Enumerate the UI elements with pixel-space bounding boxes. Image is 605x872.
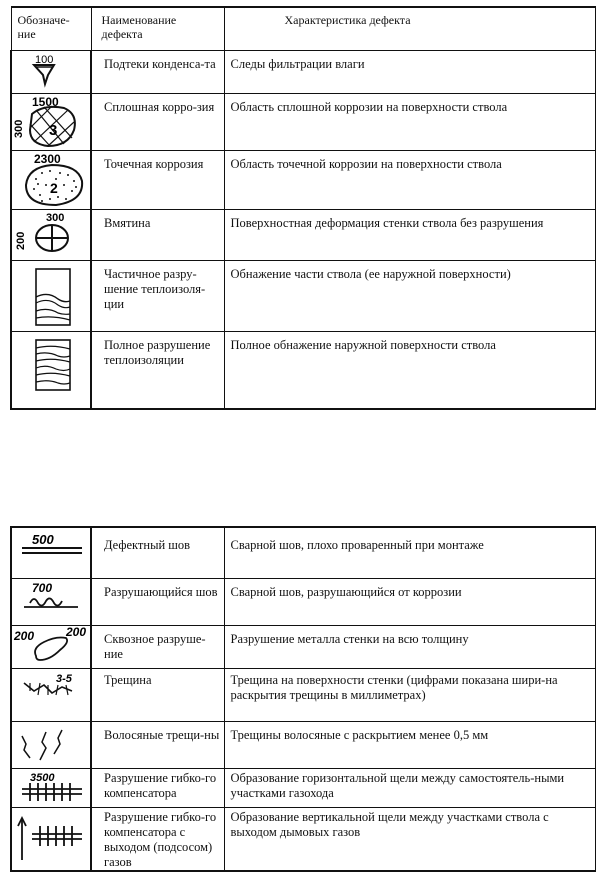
symbol-cell bbox=[11, 626, 91, 669]
hairline-cracks-icon bbox=[12, 722, 90, 768]
table-row bbox=[11, 93, 595, 150]
header-designation: Обозначе-ние bbox=[11, 7, 91, 50]
svg-text:100: 100 bbox=[35, 53, 54, 66]
defect-description: Область точечной коррозии на поверхности ствола bbox=[224, 150, 595, 209]
defect-name: Полное разрушение теплоизоляции bbox=[91, 331, 224, 409]
symbol-cell bbox=[11, 579, 91, 626]
defect-description: Следы фильтрации влаги bbox=[224, 50, 595, 93]
svg-text:3: 3 bbox=[49, 121, 58, 139]
header-defect-name: Наименование дефекта bbox=[91, 7, 224, 50]
dent-icon bbox=[12, 210, 90, 260]
defects-table-2 bbox=[10, 526, 596, 872]
table-row bbox=[11, 527, 595, 579]
symbol-cell bbox=[11, 769, 91, 808]
symbol-cell bbox=[11, 669, 91, 722]
crack-icon bbox=[12, 669, 90, 721]
defect-description: Трещина на поверхности стенки (цифрами показана шири-на раскрытия трещины в миллиметрах) bbox=[224, 669, 595, 722]
table-header-row bbox=[11, 7, 595, 50]
symbol-cell bbox=[11, 527, 91, 579]
defect-description: Разрушение металла стенки на всю толщину bbox=[224, 626, 595, 669]
defect-description: Трещины волосяные с раскрытием менее 0,5 мм bbox=[224, 722, 595, 769]
table-row bbox=[11, 260, 595, 331]
table-row bbox=[11, 722, 595, 769]
symbol-cell bbox=[11, 331, 91, 409]
defect-name: Сквозное разруше-ние bbox=[91, 626, 224, 669]
solid-corrosion-icon bbox=[12, 94, 90, 150]
svg-text:3500: 3500 bbox=[30, 772, 55, 784]
corroding-seam-icon bbox=[12, 579, 90, 625]
symbol-cell bbox=[11, 93, 91, 150]
svg-text:700: 700 bbox=[32, 581, 53, 595]
svg-text:200: 200 bbox=[66, 626, 87, 639]
table-row bbox=[11, 808, 595, 872]
table-row bbox=[11, 769, 595, 808]
symbol-cell bbox=[11, 808, 91, 872]
table-row bbox=[11, 50, 595, 93]
compensator-vertical-icon bbox=[12, 808, 90, 870]
symbol-cell bbox=[11, 50, 91, 93]
defect-description: Полное обнажение наружной поверхности ствола bbox=[224, 331, 595, 409]
symbol-cell bbox=[11, 150, 91, 209]
svg-text:300: 300 bbox=[13, 119, 25, 138]
table-row bbox=[11, 331, 595, 409]
defect-description: Сварной шов, разрушающийся от коррозии bbox=[224, 579, 595, 626]
defect-description: Область сплошной коррозии на поверхности ствола bbox=[224, 93, 595, 150]
table-row bbox=[11, 209, 595, 260]
defect-name: Вмятина bbox=[91, 209, 224, 260]
defect-name: Разрушающийся шов bbox=[91, 579, 224, 626]
defect-name: Точечная коррозия bbox=[91, 150, 224, 209]
svg-text:200: 200 bbox=[14, 629, 35, 643]
symbol-cell bbox=[11, 260, 91, 331]
header-defect-description: Характеристика дефекта bbox=[224, 7, 595, 50]
defect-description: Обнажение части ствола (ее наружной поверхности) bbox=[224, 260, 595, 331]
defect-name: Сплошная корро-зия bbox=[91, 93, 224, 150]
defect-name: Разрушение гибко-го компенсатора с выходом (подсосом) газов bbox=[91, 808, 224, 872]
defect-description: Сварной шов, плохо проваренный при монтаже bbox=[224, 527, 595, 579]
defect-description: Образование горизонтальной щели между самостоятель-ными участками газохода bbox=[224, 769, 595, 808]
defect-name: Подтеки конденса-та bbox=[91, 50, 224, 93]
svg-text:300: 300 bbox=[46, 211, 65, 224]
defects-table-1 bbox=[10, 6, 596, 410]
defect-name: Дефектный шов bbox=[91, 527, 224, 579]
table-row bbox=[11, 579, 595, 626]
through-hole-icon bbox=[12, 626, 90, 668]
partial-insulation-icon bbox=[12, 261, 90, 331]
defect-name: Волосяные трещи-ны bbox=[91, 722, 224, 769]
defect-description: Образование вертикальной щели между участками ствола с выходом дымовых газов bbox=[224, 808, 595, 872]
svg-text:3-5: 3-5 bbox=[56, 673, 72, 685]
table-row bbox=[11, 626, 595, 669]
defect-seam-icon bbox=[12, 528, 90, 578]
drip-icon bbox=[12, 51, 90, 93]
svg-text:1500: 1500 bbox=[32, 94, 59, 109]
svg-text:500: 500 bbox=[32, 532, 54, 547]
symbol-cell bbox=[11, 209, 91, 260]
symbol-cell bbox=[11, 722, 91, 769]
defect-name: Частичное разру-шение теплоизоля-ции bbox=[91, 260, 224, 331]
svg-text:2: 2 bbox=[50, 179, 58, 196]
full-insulation-icon bbox=[12, 332, 90, 408]
table-row bbox=[11, 150, 595, 209]
defect-name: Трещина bbox=[91, 669, 224, 722]
svg-text:2300: 2300 bbox=[34, 151, 61, 166]
compensator-horizontal-icon bbox=[12, 769, 90, 807]
table-row bbox=[11, 669, 595, 722]
svg-text:200: 200 bbox=[15, 231, 27, 250]
defect-description: Поверхностная деформация стенки ствола без разрушения bbox=[224, 209, 595, 260]
pitting-corrosion-icon bbox=[12, 151, 90, 209]
defect-name: Разрушение гибко-го компенсатора bbox=[91, 769, 224, 808]
